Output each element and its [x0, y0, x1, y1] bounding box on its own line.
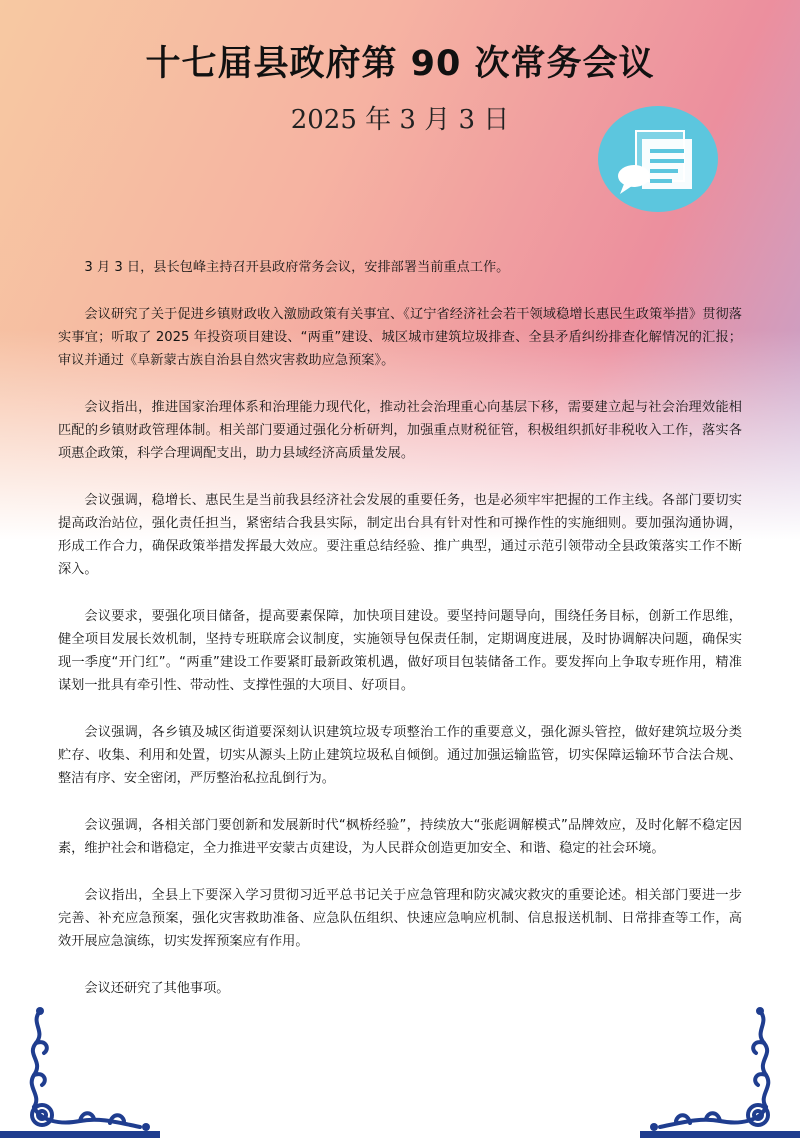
document-icon [598, 106, 718, 212]
ornament-corner-left [0, 1003, 160, 1142]
paragraph: 会议研究了关于促进乡镇财政收入激励政策有关事宜、《辽宁省经济社会若干领域稳增长惠民生政策举措》贯彻落实事宜；听取了 2025 年投资项目建设、“两重”建设、城区城市建筑垃圾排查、全县矛盾纠纷排查化解情况的汇报；审议并通过《阜新蒙古族自治县自然灾害救助应急预案》。 [58, 307, 742, 368]
page-title: 十七届县政府第 90 次常务会议 [145, 44, 655, 84]
paragraph: 会议指出，全县上下要深入学习贯彻习近平总书记关于应急管理和防灾减灾救灾的重要论述。相关部门要进一步完善、补充应急预案，强化灾害救助准备、应急队伍组织、快速应急响应机制、信息报送机制、日常排查等工作，高效开展应急演练，切实发挥预案应有作用。 [58, 888, 742, 949]
meeting-date: 2025 年 3 月 3 日 [290, 105, 510, 135]
paragraph: 会议强调，各相关部门要创新和发展新时代“枫桥经验”，持续放大“张彪调解模式”品牌效应，及时化解不稳定因素，维护社会和谐稳定，全力推进平安蒙古贞建设，为人民群众创造更加安全、和谐、稳定的社会环境。 [58, 818, 742, 856]
article-body [58, 256, 742, 1024]
paragraph: 会议强调，各乡镇及城区街道要深刻认识建筑垃圾专项整治工作的重要意义，强化源头管控，做好建筑垃圾分类贮存、收集、利用和处置，切实从源头上防止建筑垃圾私自倾倒。通过加强运输监管，切实保障运输环节合法合规、整洁有序、安全密闭，严厉整治私拉乱倒行为。 [58, 725, 742, 786]
paragraph: 会议要求，要强化项目储备，提高要素保障，加快项目建设。要坚持问题导向，围绕任务目标，创新工作思维，健全项目发展长效机制，坚持专班联席会议制度，实施领导包保责任制，定期调度进展，及时协调解决问题，确保实现一季度“开门红”。“两重”建设工作要紧盯最新政策机遇，做好项目包装储备工作。要发挥向上争取专班作用，精准谋划一批具有牵引性、带动性、支撑性强的大项目、好项目。 [58, 609, 742, 693]
paragraph: 3 月 3 日，县长包峰主持召开县政府常务会议，安排部署当前重点工作。 [84, 260, 510, 275]
paragraph: 会议还研究了其他事项。 [84, 981, 230, 996]
ornament-corner-right [640, 1003, 800, 1142]
paragraph: 会议强调，稳增长、惠民生是当前我县经济社会发展的重要任务，也是必须牢牢把握的工作主线。各部门要切实提高政治站位，强化责任担当，紧密结合我县实际，制定出台具有针对性和可操作性的实施细则。要加强沟通协调，形成工作合力，确保政策举措发挥最大效应。要注重总结经验、推广典型，通过示范引领带动全县政策落实工作不断深入。 [58, 493, 742, 577]
paragraph: 会议指出，推进国家治理体系和治理能力现代化，推动社会治理重心向基层下移，需要建立起与社会治理效能相匹配的乡镇财政管理体制。相关部门要通过强化分析研判，加强重点财税征管，积极组织抓好非税收入工作，落实各项惠企政策，科学合理调配支出，助力县域经济高质量发展。 [58, 400, 742, 461]
